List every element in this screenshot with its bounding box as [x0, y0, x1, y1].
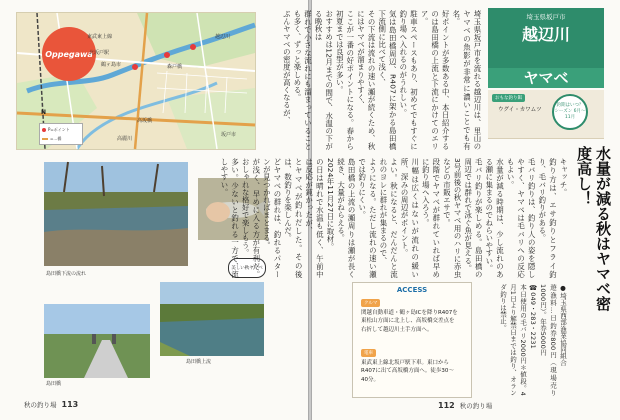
- season-seal: [552, 94, 588, 130]
- bait-text: ウグイ・カワムツ: [498, 107, 542, 113]
- map-label: 鶴ヶ島市: [101, 62, 122, 68]
- text-column: ぶんヤマベの密度が高くなるが、: [282, 10, 292, 124]
- text-column: 釣り方は、エサ釣りとフライ釣り、毛バリ釣りがある。: [537, 158, 558, 278]
- photo-downstream: [44, 162, 188, 266]
- car-tag: クルマ: [361, 299, 380, 307]
- text-column: 川幅は広くはないが流れの緩い所、深みの周辺がポイント。: [400, 158, 420, 278]
- photo-caption: 島田橋: [46, 381, 62, 387]
- text-column: キャッチ。: [559, 158, 568, 196]
- text-column: 毛バリ釣りが楽しめる。島田橋の周辺では群れで泳ぐ魚が見える。: [463, 158, 484, 278]
- info-column: 本日使用の毛バリ2000円＊値段。4月1日より解禁日までは釣り、オランダ釣りは禁止。: [499, 284, 527, 396]
- train-directions: 東武東上線北坂戸駅下車。東口からR407に出て高坂橋方面へ。徒歩30〜40分。: [361, 360, 454, 383]
- text-column: よい。秋になると、だんだんと流れのヨレに群れが集まるので、: [378, 158, 399, 278]
- text-column: どヤマベの群れは、釣れるパターンが見つかればまとまる。: [262, 158, 282, 278]
- map-label: 森戸橋: [167, 64, 183, 70]
- text-column: 多い。少ないと釣れる一方で、流しやすい。: [220, 158, 240, 278]
- text-column: ようになる。ただし流れの速い瀬では釣りにくい。: [357, 158, 378, 278]
- footer-section: 秋の釣り場: [24, 401, 57, 409]
- headline: [574, 146, 612, 316]
- text-column: とヤマベが釣れだした。その後は、数釣りを楽しんだ。: [283, 158, 304, 278]
- text-column: 群れで小さな流れにも溜まっていることも多く、ずっと楽しめる。: [292, 10, 313, 150]
- text-column: 段階でヤマベが群れていれば早めに釣り場へ入ろう。: [421, 158, 441, 278]
- photo-bridge: [44, 304, 150, 378]
- prefecture-label: 埼玉県坂戸市: [526, 13, 566, 21]
- train-tag: 電車: [361, 349, 376, 357]
- north-arrow-icon: N: [41, 109, 47, 116]
- text-column: 好ポイントが多数ある中、本日紹介するのは島田橋の上流と下流にかけてのエリア。: [420, 10, 451, 150]
- speech-bubble: 美しい秋ヤマベ: [228, 258, 266, 278]
- text-column: 毛バリ釣りは、釣り人の姿を隠しやすく、ヤマベは毛バリへの反応もよい。: [506, 158, 537, 278]
- target-fish: ヤマベ: [488, 68, 604, 88]
- info-column: ●埼玉県西部漁業協同組合: [559, 284, 567, 366]
- intro-text: [282, 10, 482, 150]
- map-label: 坂戸市: [221, 132, 237, 138]
- headline-text: 水量が減る秋はヤマベ密度高し！: [575, 146, 612, 311]
- info-column: 遊漁料…日釣券800円（現場売り1000円）。年券5000円: [539, 284, 557, 396]
- photo-upstream: [160, 282, 264, 356]
- text-column: が浅く、早めに入る方が有利だ。おしゃれな格好で楽しもう。: [241, 158, 261, 278]
- text-column: 2024年11月27日に取材。: [325, 158, 335, 251]
- area-map: [16, 12, 256, 150]
- text-column: 島田橋の上流の瀬周りは瀬が長く続き、大量がねらえる。: [336, 158, 357, 278]
- map-label: 高坂橋: [137, 118, 153, 124]
- page-number: 113: [61, 400, 79, 409]
- page-footer: [24, 400, 78, 409]
- season-text: 釣期はいつ？ シーズン 6月〜11月: [554, 103, 586, 120]
- map-label: 北坂戸駅: [89, 50, 110, 56]
- access-box: [352, 282, 472, 398]
- info-text: [480, 284, 568, 396]
- photo-caption: 島田橋下流の流れ: [46, 271, 87, 277]
- text-column: 3号前後の秋ヤマベ用のハリに赤虫などの市販エサで。: [442, 158, 463, 278]
- map-label: 東武東上線: [87, 34, 113, 40]
- car-directions: 関越自動車道・鶴ヶ島ICを降りR407を東松山方面に北上し、高坂橋交差点を右折して越辺川土手方面へ。: [361, 310, 458, 333]
- text-column: 水量が減る時期は、少し流れのある瀬に集まるのでねらいやすい。: [484, 158, 505, 278]
- text-column: おすすめは12月までの間で、水温の下がる晩秋は: [314, 10, 334, 150]
- photo-caption: 島田橋上流: [186, 359, 212, 365]
- map-badge: Oppegawa: [42, 27, 96, 81]
- title-box: [488, 8, 604, 70]
- footer-section: 秋の釣り場: [459, 402, 493, 410]
- text-column: ここが一番の好ポイントになる。春から初夏までは良型が多い。: [335, 10, 355, 150]
- access-title: ACCESS: [396, 286, 428, 294]
- legend-item: P=ポイント: [48, 126, 70, 132]
- page-footer: [438, 401, 492, 410]
- map-legend: [39, 123, 83, 145]
- text-column: 駐車スペースもあり、初めてでもすぐに釣り場へ入れるのがうれしい。: [398, 10, 419, 150]
- text-column: その下流は流れの速い瀬が続くため、秋にはヤマベが溜まりやすく、: [356, 10, 377, 150]
- map-label: 越辺川: [215, 34, 231, 40]
- text-column: 埼玉県坂戸市を流れる越辺川は、里山のヤマベの魚影が非常に濃いことでも有名。: [451, 10, 482, 150]
- page-number: 112: [438, 401, 455, 410]
- map-label: 高麗川: [117, 136, 133, 142]
- bait-tag: おもな釣り餌: [492, 94, 525, 102]
- river-name: 越辺川: [521, 25, 570, 44]
- text-column: の日は晴れで水温も低く、午前中は反応が鈍かったが、: [304, 158, 325, 278]
- legend-item: =…橋: [50, 135, 62, 141]
- text-column: 気は島田橋周辺、R407に架かる島田橋下流側に比べて浅く、: [377, 10, 398, 150]
- info-column: ☎049・283・2231: [529, 284, 537, 349]
